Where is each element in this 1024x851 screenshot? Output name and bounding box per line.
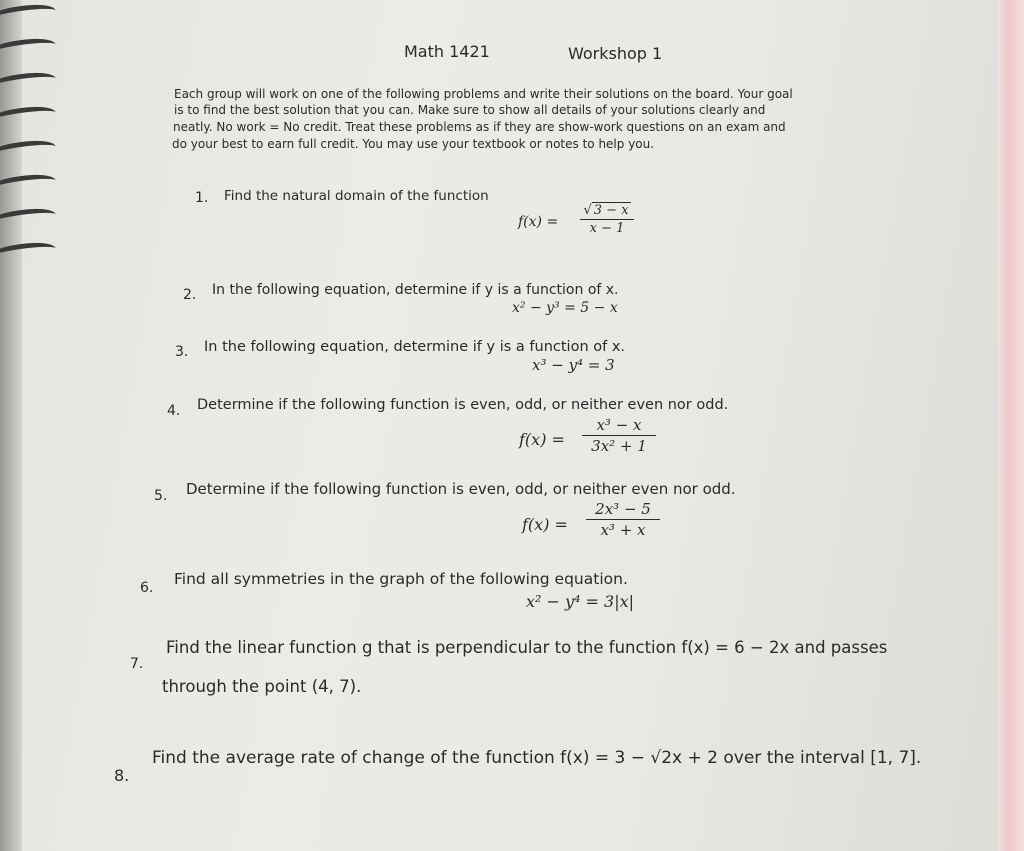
problem-3-number: 3. xyxy=(175,344,189,360)
problem-4-lhs: f(x) = xyxy=(519,430,565,449)
problem-7-line-1: Find the linear function g that is perpendicular to the function f(x) = 6 − 2x and passes xyxy=(166,638,888,657)
problem-2-equation: x² − y³ = 5 − x xyxy=(512,300,618,316)
problem-5-text: Determine if the following function is even, odd, or neither even nor odd. xyxy=(186,480,736,498)
course-name: Math 1421 xyxy=(404,42,490,61)
problem-4-text: Determine if the following function is even, odd, or neither even nor odd. xyxy=(197,397,729,413)
intro-line-1: Each group will work on one of the following problems and write their solutions on the board. Your goal xyxy=(174,87,793,101)
problem-3-text: In the following equation, determine if y is a function of x. xyxy=(204,339,626,355)
problem-8-text: Find the average rate of change of the function f(x) = 3 − √2x + 2 over the interval [1, 7]. xyxy=(152,748,922,768)
problem-6-number: 6. xyxy=(140,580,154,596)
problem-1-lhs: f(x) = xyxy=(518,214,559,230)
spiral-binding xyxy=(0,0,60,851)
problem-5-lhs: f(x) = xyxy=(522,515,568,534)
radical-sign: √ xyxy=(583,203,592,218)
problem-2-text: In the following equation, determine if y is a function of x. xyxy=(212,282,619,298)
problem-4-fraction xyxy=(582,416,656,455)
page-edge xyxy=(998,0,1024,851)
problem-1-denominator: x − 1 xyxy=(589,221,625,236)
intro-line-2: is to find the best solution that you can. Make sure to show all details of your solutions clearly and xyxy=(174,103,766,117)
intro-line-3: neatly. No work = No credit. Treat these problems as if they are show-work questions on an exam and xyxy=(173,120,786,134)
problem-1-numerator: 3 − x xyxy=(593,203,629,218)
problem-2-number: 2. xyxy=(183,287,197,303)
problem-1-text: Find the natural domain of the function xyxy=(224,188,489,204)
problem-4-numerator: x³ − x xyxy=(596,416,642,434)
intro-line-4: do your best to earn full credit. You may use your textbook or notes to help you. xyxy=(172,137,655,151)
problem-5-denominator: x³ + x xyxy=(600,521,646,539)
problem-6-equation: x² − y⁴ = 3|x| xyxy=(526,592,635,611)
problem-4-denominator: 3x² + 1 xyxy=(591,437,647,455)
problem-3-equation: x³ − y⁴ = 3 xyxy=(532,356,615,374)
problem-1-fraction xyxy=(580,203,634,236)
problem-4-number: 4. xyxy=(167,403,181,419)
problem-5-fraction xyxy=(586,500,660,539)
problem-7-line-2: through the point (4, 7). xyxy=(162,677,362,696)
problem-8-number: 8. xyxy=(114,766,130,785)
problem-5-numerator: 2x³ − 5 xyxy=(595,500,651,518)
problem-5-number: 5. xyxy=(154,488,168,504)
problem-1-number: 1. xyxy=(195,190,209,206)
problem-7-number: 7. xyxy=(130,656,144,672)
problem-6-text: Find all symmetries in the graph of the following equation. xyxy=(174,570,628,588)
worksheet-title: Workshop 1 xyxy=(568,44,663,63)
